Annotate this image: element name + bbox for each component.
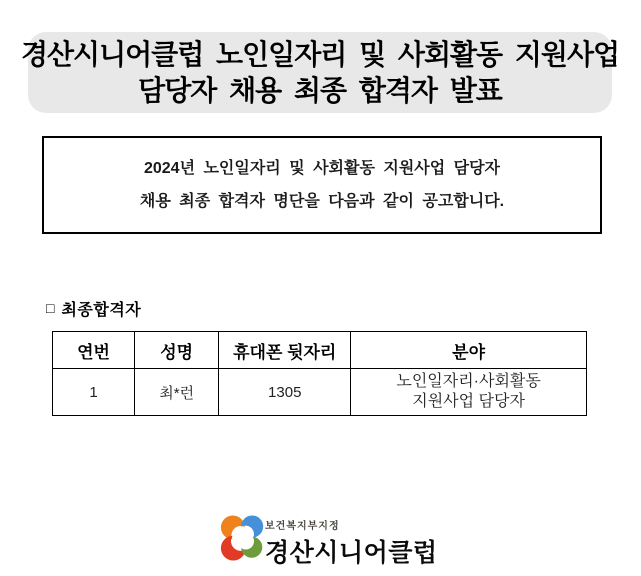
logo-subtitle: 보건복지부지정 xyxy=(265,521,340,532)
notice-line-1: 2024년 노인일자리 및 사회활동 지원사업 담당자 xyxy=(143,160,501,177)
col-header-phone: 휴대폰 뒷자리 xyxy=(219,332,351,369)
petal-blue xyxy=(241,515,263,537)
table-header-row xyxy=(53,332,587,369)
title-banner xyxy=(20,32,620,113)
title-line-1: 경산시니어클럽 노인일자리 및 사회활동 지원사업 xyxy=(20,38,620,70)
cell-field-line-1: 노인일자리·사회활동 xyxy=(396,373,541,390)
footer-logo xyxy=(218,515,438,569)
cell-name: 최*런 xyxy=(135,369,219,416)
cell-phone: 1305 xyxy=(219,369,351,416)
notice-line-2: 채용 최종 합격자 명단을 다음과 같이 공고합니다. xyxy=(139,193,505,210)
table-row xyxy=(53,369,587,416)
square-bullet-icon: □ xyxy=(46,299,55,316)
logo-text-block xyxy=(265,515,438,569)
cell-field xyxy=(351,369,587,416)
cell-no: 1 xyxy=(53,369,135,416)
col-header-name: 성명 xyxy=(135,332,219,369)
senior-club-flower-icon xyxy=(218,515,267,561)
cell-field-line-2: 지원사업 담당자 xyxy=(412,393,525,410)
final-pass-table xyxy=(52,331,587,416)
petal-green xyxy=(241,537,262,558)
section-title: 최종합격자 xyxy=(61,302,142,319)
col-header-no: 연번 xyxy=(53,332,135,369)
logo-title: 경산시니어클럽 xyxy=(265,539,438,567)
col-header-field: 분야 xyxy=(351,332,587,369)
title-line-2: 담당자 채용 최종 합격자 발표 xyxy=(138,74,502,106)
notice-box xyxy=(42,136,602,234)
section-header xyxy=(46,297,141,320)
